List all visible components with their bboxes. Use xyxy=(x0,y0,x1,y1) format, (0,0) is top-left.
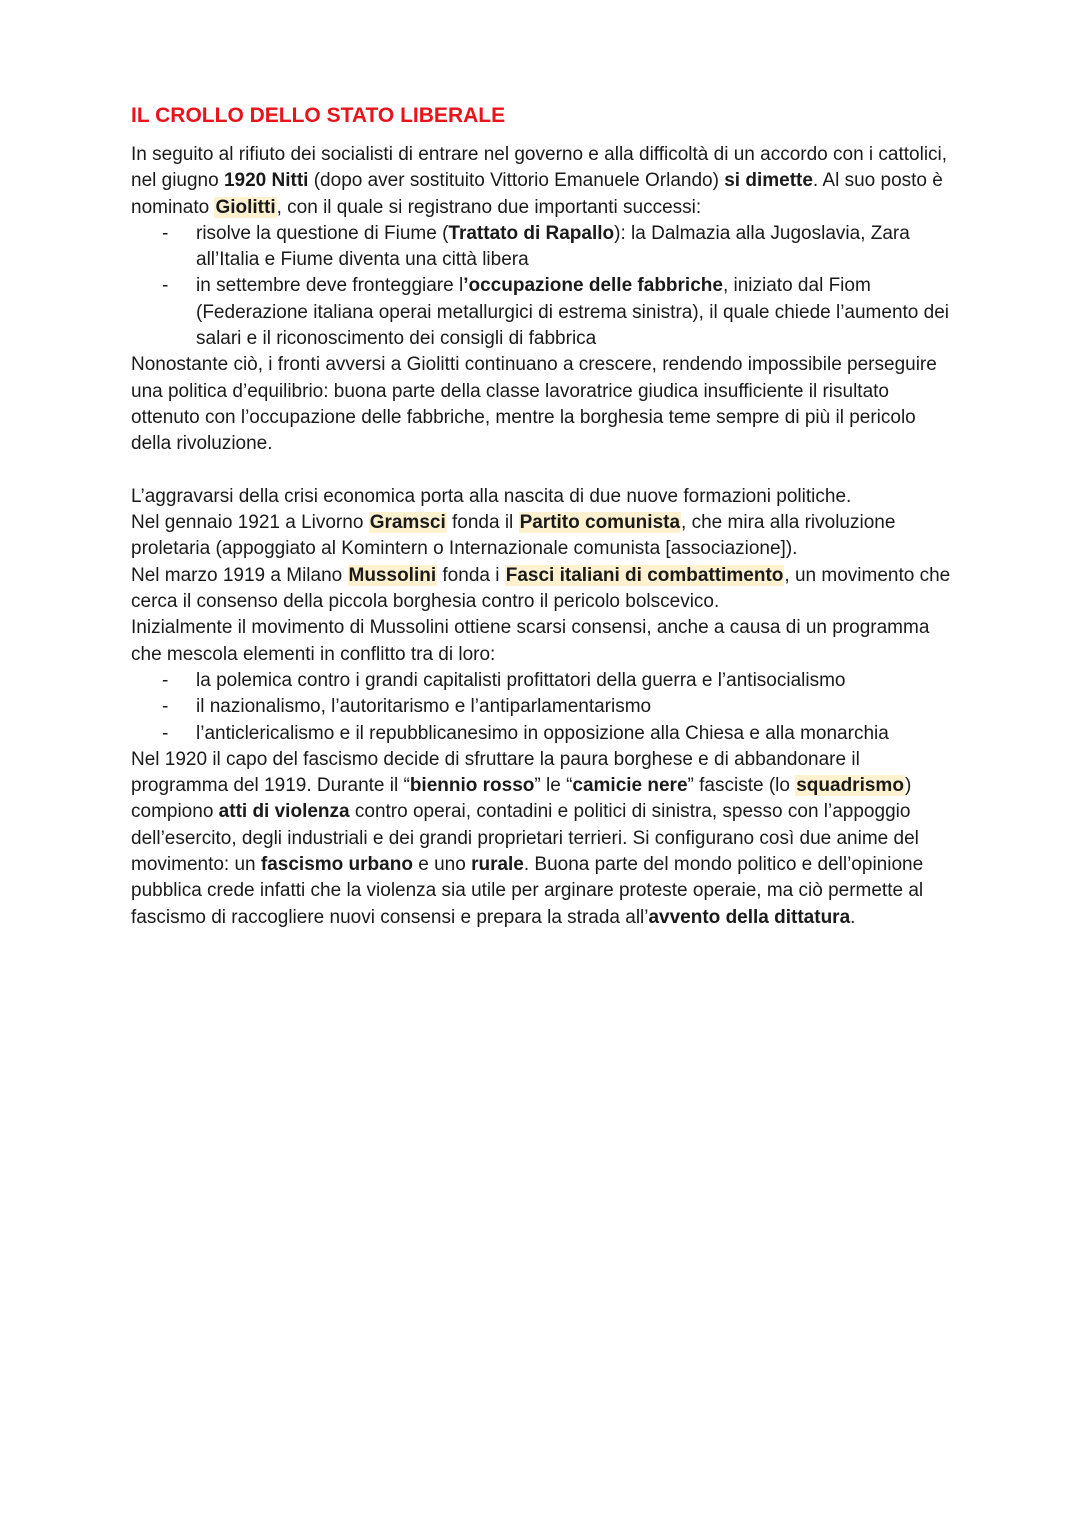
highlight-fasci-combattimento: Fasci italiani di combattimento xyxy=(505,564,784,586)
paragraph-gap xyxy=(131,458,961,484)
paragraph-squadrismo: Nel 1920 il capo del fascismo decide di sfruttare la paura borghese e di abbandonare il programma del 1919. Durante il “biennio rosso” le “camicie nere” fasciste (lo squadrismo) compiono atti di violenza contro operai, contadini e politici di sinistra, spesso con l’appoggio dell’esercito, degli industriali e dei grandi proprietari terrieri. Si configurano così due anime del movimento: un fascismo urbano e uno rurale. Buona parte del mondo politico e dell’opinione pubblica crede infatti che la violenza sia utile per arginare proteste operaie, ma ciò permette al fascismo di raccogliere nuovi consensi e prepara la strada all’avvento della dittatura. xyxy=(131,748,924,928)
bold-occupazione-fabbriche: ’occupazione delle fabbriche xyxy=(463,275,723,297)
paragraph-nitti-giolitti: In seguito al rifiuto dei socialisti di entrare nel governo e alla difficoltà di un accordo con i cattolici, nel giugno 1920 Nitti (dopo aver sostituito Vittorio Emanuele Orlando) si dimette. Al suo posto è nominato Giolitti, con il quale si registrano due importanti successi: xyxy=(131,144,948,218)
highlight-giolitti: Giolitti xyxy=(215,196,276,218)
bold-1920-nitti: 1920 Nitti xyxy=(223,170,309,192)
highlight-partito-comunista: Partito comunista xyxy=(519,512,681,534)
highlight-mussolini: Mussolini xyxy=(348,564,437,586)
highlight-squadrismo: squadrismo xyxy=(796,775,904,797)
paragraph-fronti-avversi: Nonostante ciò, i fronti avversi a Giolitti continuano a crescere, rendendo impossibile perseguire una politica d’equilibrio: buona parte della classe lavoratrice giudica insufficiente il risultato ottenuto con l’occupazione delle fabbriche, mentre la borghesia teme sempre di più il pericolo della rivoluzione. xyxy=(131,354,937,455)
successi-list xyxy=(131,221,961,352)
bold-fascismo-urbano: fascismo urbano xyxy=(260,854,413,876)
page-title: IL CROLLO DELLO STATO LIBERALE xyxy=(131,104,506,127)
programma-list xyxy=(131,668,961,747)
highlight-gramsci: Gramsci xyxy=(369,512,446,534)
bold-rurale: rurale xyxy=(471,854,524,876)
bold-biennio-rosso: biennio rosso xyxy=(409,775,535,797)
list-item-fiume: - risolve la questione di Fiume (Trattato di Rapallo): la Dalmazia alla Jugoslavia, Zara all’Italia e Fiume diventa una città libera xyxy=(196,221,961,274)
bold-trattato-rapallo: Trattato di Rapallo xyxy=(448,222,615,244)
list-item-polemica: - la polemica contro i grandi capitalisti profittatori della guerra e l’antisocialismo xyxy=(196,668,961,694)
list-item-anticlericalismo: - l’anticlericalismo e il repubblicanesimo in opposizione alla Chiesa e alla monarchia xyxy=(196,721,961,747)
list-item-occupazione: - in settembre deve fronteggiare l’occupazione delle fabbriche, iniziato dal Fiom (Federazione italiana operai metallurgici di estrema sinistra), il quale chiede l’aumento dei salari e il riconoscimento dei consigli di fabbrica xyxy=(196,273,961,352)
bold-avvento-dittatura: avvento della dittatura xyxy=(648,906,851,928)
paragraph-nuove-formazioni: L’aggravarsi della crisi economica porta alla nascita di due nuove formazioni politiche. Nel gennaio 1921 a Livorno Gramsci fonda il Partito comunista, che mira alla rivoluzione proletaria (appoggiato al Komintern o Internazionale comunista [associazione]). Nel marzo 1919 a Milano Mussolini fonda i Fasci italiani di combattimento, un movimento che cerca il consenso della piccola borghesia contro il pericolo bolscevico. Inizialmente il movimento di Mussolini ottiene scarsi consensi, anche a causa di un programma che mescola elementi in conflitto tra di loro: xyxy=(131,485,951,665)
bold-camicie-nere: camicie nere xyxy=(572,775,688,797)
list-item-nazionalismo: - il nazionalismo, l’autoritarismo e l’antiparlamentarismo xyxy=(196,694,961,720)
bold-atti-violenza: atti di violenza xyxy=(218,801,350,823)
bold-si-dimette: si dimette xyxy=(724,170,813,192)
document-page xyxy=(131,100,961,931)
